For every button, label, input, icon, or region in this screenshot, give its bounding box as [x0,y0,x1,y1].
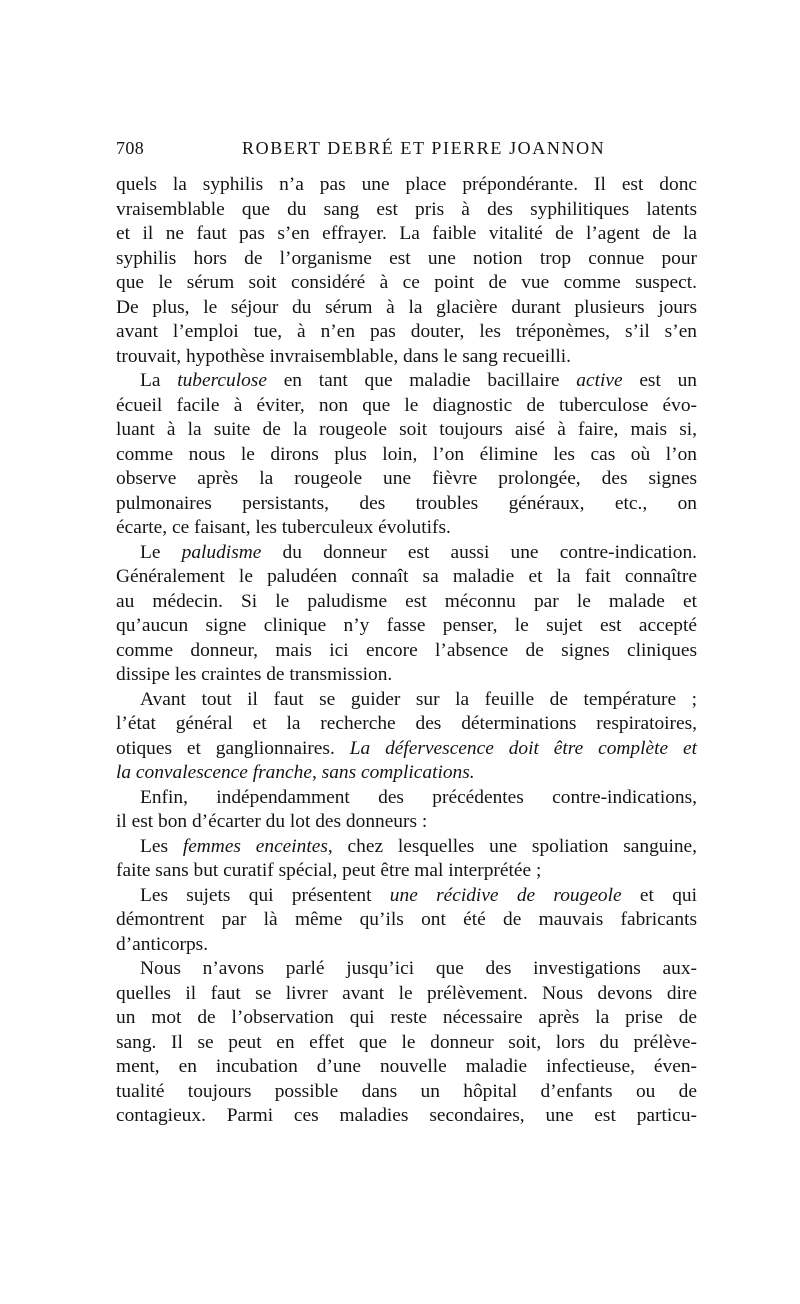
text-line [116,663,697,688]
text-line [116,369,697,394]
text-run: ment, en incubation d’une nouvelle maladie infectieuse, éven- [116,1056,697,1077]
text-line [116,247,697,272]
text-run: est un [622,370,697,391]
text-line [116,418,697,443]
text-run: il est bon d’écarter du lot des donneurs : [116,811,428,832]
text-line [116,884,697,909]
text-line [116,541,697,566]
text-run: trouvait, hypothèse invraisemblable, dans le sang recueilli. [116,345,572,367]
text-run: syphilis hors de l’organisme est une notion trop connue pour [116,247,697,269]
text-line [116,320,697,345]
text-line [116,737,697,762]
text-line [116,712,697,737]
paragraph [116,957,697,1129]
paragraph [116,884,697,958]
text-line [116,394,697,419]
text-line [116,1080,697,1105]
text-run: Nous n’avons parlé jusqu’ici que des investigations aux- [140,958,697,979]
text-run: quels la syphilis n’a pas une place prépondérante. Il est donc [116,174,697,195]
text-run: luant à la suite de la rougeole soit toujours aisé à faire, mais si, [116,419,697,440]
text-line [116,271,697,296]
text-line [116,345,697,370]
text-line [116,1055,697,1080]
text-run: Enfin, indépendamment des précédentes contre-indications, [140,786,697,808]
text-line [116,1006,697,1031]
italic-text: la convalescence franche, sans complications. [116,762,475,783]
text-run: et il ne faut pas s’en effrayer. La faible vitalité de l’agent de la [116,223,697,244]
paragraph [116,786,697,835]
text-run: Le [140,541,182,563]
text-line [116,565,697,590]
text-run: au médecin. Si le paludisme est méconnu par le malade et [116,590,697,612]
text-line [116,908,697,933]
text-run: écueil facile à éviter, non que le diagnostic de tuberculose évo- [116,394,697,416]
text-run: Généralement le paludéen connaît sa maladie et la fait connaître [116,566,697,587]
text-run: d’anticorps. [116,933,209,955]
text-line [116,590,697,615]
text-line [116,516,697,541]
text-run: La [140,370,178,391]
text-run: De plus, le séjour du sérum à la glacière durant plusieurs jours [116,296,697,318]
text-line [116,1031,697,1056]
text-run: avant l’emploi tue, à n’en pas douter, les tréponèmes, s’il s’en [116,321,697,342]
text-line [116,467,697,492]
text-run: sang. Il se peut en effet que le donneur soit, lors du prélève- [116,1031,697,1053]
italic-text: femmes enceintes [182,835,328,857]
text-run: que le sérum soit considéré à ce point de vue comme suspect. [116,272,697,293]
text-run: otiques et ganglionnaires. [116,737,350,759]
text-line [116,810,697,835]
paragraph [116,369,697,541]
italic-text: tuberculose [177,370,267,391]
italic-text: paludisme [181,541,262,563]
italic-text: une récidive de rougeole [389,884,622,906]
text-run: contagieux. Parmi ces maladies secondaires, une est particu- [116,1105,697,1126]
text-line [116,688,697,713]
page-number: 708 [116,138,145,158]
text-line [116,296,697,321]
text-run: tualité toujours possible dans un hôpital d’enfants ou de [116,1080,697,1102]
running-head: ROBERT DEBRÉ ET PIERRE JOANNON [242,138,606,158]
text-line [116,982,697,1007]
paragraph [116,173,697,369]
text-run: , chez lesquelles une spoliation sanguine, [327,835,697,857]
text-run: vraisemblable que du sang est pris à des syphilitiques latents [116,198,697,220]
text-run: Avant tout il faut se guider sur la feuille de température ; [140,688,697,710]
text-line [116,859,697,884]
text-line [116,933,697,958]
text-run: Les sujets qui présentent [140,884,390,906]
text-run: comme nous le dirons plus loin, l’on élimine les cas où l’on [116,443,697,465]
text-line [116,1104,697,1129]
text-run: qu’aucun signe clinique n’y fasse penser, le sujet est accepté [116,615,697,636]
text-line [116,957,697,982]
text-run: un mot de l’observation qui reste nécessaire après la prise de [116,1007,697,1028]
paragraph [116,541,697,688]
text-run: pulmonaires persistants, des troubles généraux, etc., on [116,492,697,514]
text-run: l’état général et la recherche des déterminations respiratoires, [116,713,697,734]
text-line [116,222,697,247]
text-run: quelles il faut se livrer avant le prélèvement. Nous devons dire [116,982,697,1004]
text-run: observe après la rougeole une fièvre prolongée, des signes [116,468,697,489]
italic-text: La défervescence doit être complète et [349,737,697,759]
text-run: du donneur est aussi une contre-indication. [261,541,697,563]
text-line [116,492,697,517]
text-line [116,198,697,223]
text-run: dissipe les craintes de transmission. [116,664,393,685]
text-run: et qui [621,884,697,906]
text-run: démontrent par là même qu’ils ont été de mauvais fabricants [116,909,697,930]
text-run: écarte, ce faisant, les tuberculeux évolutifs. [116,517,451,538]
text-line [116,786,697,811]
text-run: Les [140,835,183,857]
italic-text: active [576,370,623,391]
body-text [116,173,697,1129]
paragraph [116,835,697,884]
text-run: comme donneur, mais ici encore l’absence de signes cliniques [116,639,697,661]
paragraph [116,688,697,786]
text-run: en tant que maladie bacillaire [266,370,577,391]
text-run: faite sans but curatif spécial, peut être mal interprétée ; [116,860,542,881]
text-line [116,835,697,860]
text-line [116,761,697,786]
page-header [116,138,697,164]
text-line [116,443,697,468]
text-line [116,173,697,198]
text-line [116,639,697,664]
text-line [116,614,697,639]
